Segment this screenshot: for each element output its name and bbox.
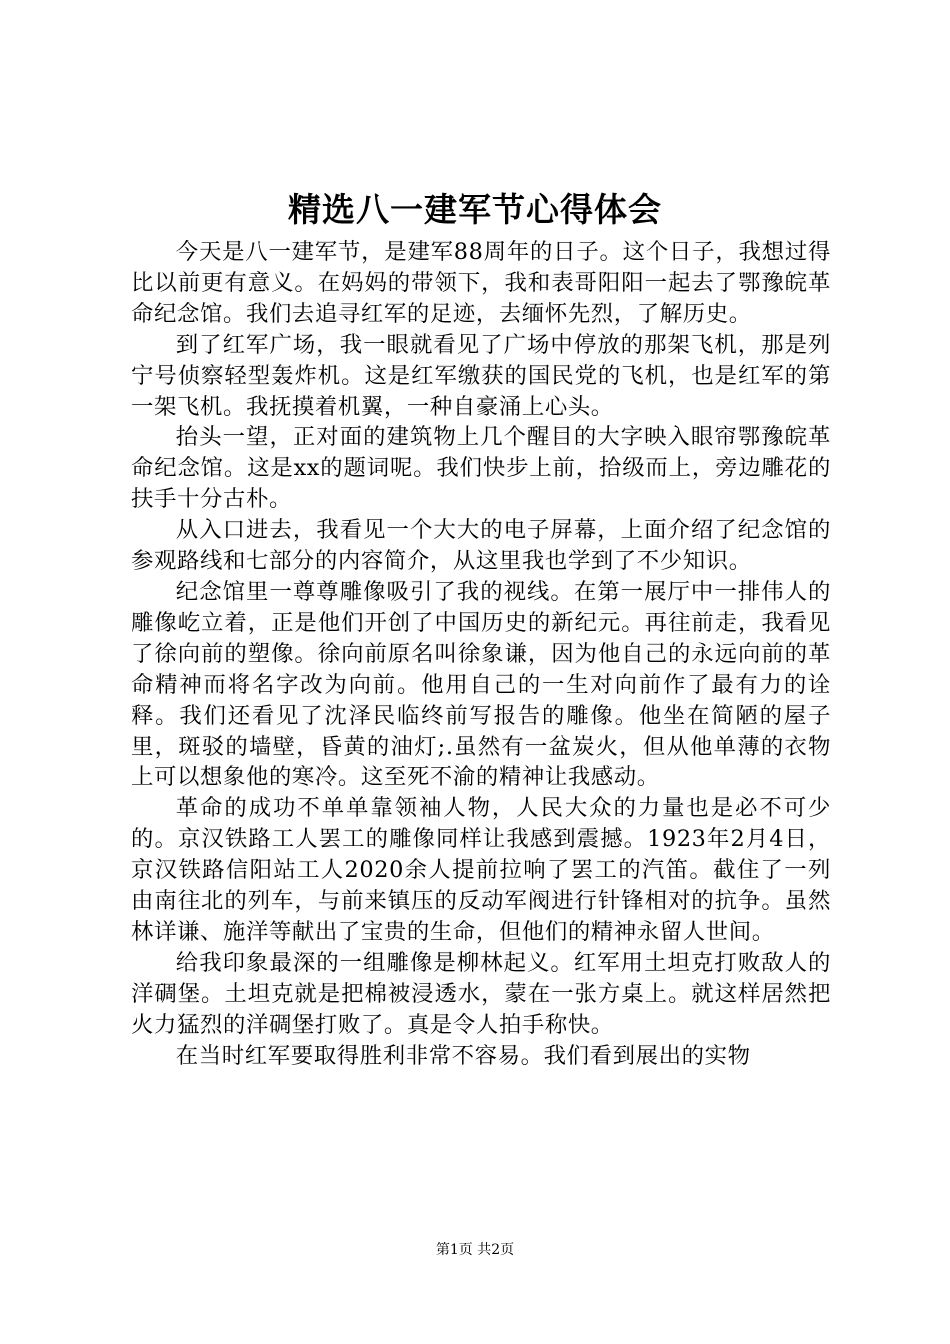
paragraph: 今天是八一建军节，是建军88周年的日子。这个日子，我想过得比以前更有意义。在妈妈的带领下，我和表哥阳阳一起去了鄂豫皖革命纪念馆。我们去追寻红军的足迹，去缅怀先烈，了解历史。 [131,239,831,327]
paragraph: 到了红军广场，我一眼就看见了广场中停放的那架飞机，那是列宁号侦察轻型轰炸机。这是红军缴获的国民党的飞机，也是红军的第一架飞机。我抚摸着机翼，一种自豪涌上心头。 [131,331,831,420]
document-body [131,237,831,1071]
paragraph: 革命的成功不单单靠领袖人物，人民大众的力量也是必不可少的。京汉铁路工人罢工的雕像同样让我感到震撼。1923年2月4日，京汉铁路信阳站工人2020余人提前拉响了罢工的汽笛。截住了一列由南往北的列车，与前来镇压的反动军阀进行针锋相对的抗争。虽然林详谦、施洋等献出了宝贵的生命，但他们的精神永留人世间。 [131,795,831,945]
paragraph: 从入口进去，我看见一个大大的电子屏幕，上面介绍了纪念馆的参观路线和七部分的内容简介，从这里我也学到了不少知识。 [131,517,831,575]
paragraph: 给我印象最深的一组雕像是柳林起义。红军用土坦克打败敌人的洋碉堡。土坦克就是把棉被浸透水，蒙在一张方桌上。就这样居然把火力猛烈的洋碉堡打败了。真是令人拍手称快。 [131,949,831,1038]
paragraph: 纪念馆里一尊尊雕像吸引了我的视线。在第一展厅中一排伟人的雕像屹立着，正是他们开创了中国历史的新纪元。再往前走，我看见了徐向前的塑像。徐向前原名叫徐象谦，因为他自己的永远向前的革命精神而将名字改为向前。他用自己的一生对向前作了最有力的诠释。我们还看见了沈泽民临终前写报告的雕像。他坐在简陋的屋子里，斑驳的墙壁，昏黄的油灯;.虽然有一盆炭火，但从他单薄的衣物上可以想象他的寒冷。这至死不渝的精神让我感动。 [131,578,831,791]
paragraph: 在当时红军要取得胜利非常不容易。我们看到展出的实物 [175,1042,751,1069]
page-number-footer: 第1页 共2页 [435,1242,515,1258]
document-title: 精选八一建军节心得体会 [288,190,662,229]
paragraph: 抬头一望，正对面的建筑物上几个醒目的大字映入眼帘鄂豫皖革命纪念馆。这是xx的题词呢。我们快步上前，拾级而上，旁边雕花的扶手十分古朴。 [131,424,831,513]
